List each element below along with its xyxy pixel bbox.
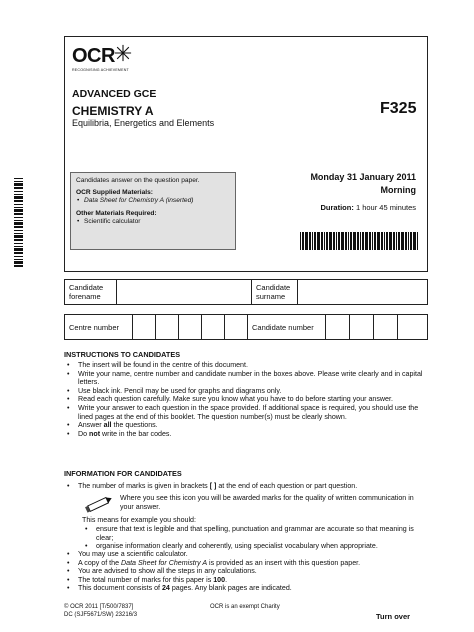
barcode-bar bbox=[336, 232, 337, 250]
barcode-bar bbox=[14, 233, 23, 234]
barcode-bar bbox=[353, 232, 356, 250]
surname-field[interactable] bbox=[298, 280, 427, 304]
other-heading: Other Materials Required: bbox=[76, 209, 157, 217]
barcode-bar bbox=[417, 232, 418, 250]
answer-note: Candidates answer on the question paper. bbox=[76, 177, 200, 184]
forename-label: Candidate forename bbox=[65, 280, 117, 304]
logo-brand: OCR bbox=[72, 45, 115, 67]
barcode-bar bbox=[14, 235, 23, 238]
barcode-bar bbox=[360, 232, 361, 250]
information-list bbox=[64, 482, 424, 491]
barcode-bar bbox=[14, 220, 23, 221]
barcode-bar bbox=[14, 265, 23, 267]
barcode-bar bbox=[348, 232, 349, 250]
side-barcode bbox=[14, 178, 26, 268]
instruction-item: • Write your name, centre number and candidate number in the boxes above. Please write clearly and in capital letters. bbox=[64, 370, 424, 387]
barcode-bar bbox=[393, 232, 395, 250]
barcode-bar bbox=[396, 232, 397, 250]
supplied-item: • Data Sheet for Chemistry A (inserted) bbox=[76, 197, 230, 205]
barcode-bar bbox=[14, 230, 23, 231]
barcode-bar bbox=[302, 232, 304, 250]
information-item: • The total number of marks for this paper is 100. bbox=[64, 576, 424, 585]
barcode-bar bbox=[14, 217, 23, 218]
barcode-bar bbox=[14, 261, 23, 264]
paper-code: F325 bbox=[380, 100, 417, 117]
centre-digit-box[interactable] bbox=[225, 315, 248, 339]
barcode-bar bbox=[321, 232, 323, 250]
document-ref: DC (SJF5671/SW) 23216/3 bbox=[64, 612, 138, 618]
pencil-icon bbox=[82, 494, 116, 514]
barcode-bar bbox=[14, 246, 23, 247]
barcode-bar bbox=[369, 232, 371, 250]
barcode-bar bbox=[14, 252, 23, 254]
barcode-bar bbox=[326, 232, 328, 250]
barcode-bar bbox=[413, 232, 416, 250]
barcode-bar bbox=[14, 204, 23, 205]
barcode-bar bbox=[389, 232, 392, 250]
barcode-bar bbox=[365, 232, 368, 250]
information-item: • You may use a scientific calculator. bbox=[64, 550, 424, 559]
other-item: • Scientific calculator bbox=[76, 218, 230, 226]
instructions-list bbox=[64, 361, 424, 438]
unit-title: Equilibria, Energetics and Elements bbox=[72, 118, 215, 128]
barcode-bar bbox=[14, 248, 23, 251]
candidate-number-label: Candidate number bbox=[248, 315, 326, 339]
surname-label: Candidate surname bbox=[252, 280, 298, 304]
barcode-bar bbox=[312, 232, 313, 250]
means-item: • organise information clearly and coherently, using specialist vocabulary when appropriate. bbox=[82, 542, 422, 551]
barcode-bar bbox=[14, 200, 23, 202]
logo-tagline: RECOGNISING ACHIEVEMENT bbox=[72, 68, 129, 72]
centre-number-row bbox=[64, 314, 428, 340]
candidate-digit-box[interactable] bbox=[374, 315, 398, 339]
barcode-bar bbox=[14, 256, 23, 257]
instruction-item: • The insert will be found in the centre of this document. bbox=[64, 361, 424, 370]
barcode-bar bbox=[14, 226, 23, 228]
barcode-bar bbox=[14, 213, 23, 215]
barcode-bar bbox=[386, 232, 388, 250]
instructions-heading: INSTRUCTIONS TO CANDIDATES bbox=[64, 350, 181, 359]
qwc-note: Where you see this icon you will be awarded marks for the quality of written communication in your answer. bbox=[120, 494, 414, 511]
barcode-bar bbox=[345, 232, 347, 250]
barcode-bar bbox=[410, 232, 412, 250]
barcode-bar bbox=[329, 232, 332, 250]
logo-star-icon bbox=[114, 44, 132, 62]
barcode-bar bbox=[381, 232, 383, 250]
subject-title: CHEMISTRY A bbox=[72, 104, 154, 118]
barcode-bar bbox=[14, 194, 23, 195]
barcode-bar bbox=[362, 232, 364, 250]
barcode-bar bbox=[14, 239, 23, 241]
instruction-item: • Read each question carefully. Make sure you know what you have to do before starting your answer. bbox=[64, 395, 424, 404]
means-intro: This means for example you should: bbox=[82, 516, 196, 524]
instruction-item: • Answer all the questions. bbox=[64, 421, 424, 430]
centre-digit-box[interactable] bbox=[156, 315, 179, 339]
turn-over: Turn over bbox=[376, 612, 411, 621]
barcode-bar bbox=[300, 232, 301, 250]
centre-digit-box[interactable] bbox=[133, 315, 156, 339]
barcode-bar bbox=[341, 232, 344, 250]
duration-label: Duration: bbox=[320, 203, 354, 212]
means-item: • ensure that text is legible and that spelling, punctuation and grammar are accurate so that meaning is clear; bbox=[82, 525, 422, 542]
centre-digit-box[interactable] bbox=[179, 315, 202, 339]
barcode-bar bbox=[333, 232, 335, 250]
barcode-bar bbox=[14, 259, 23, 260]
barcode-bar bbox=[14, 196, 23, 199]
information-item: • You are advised to show all the steps in any calculations. bbox=[64, 567, 424, 576]
barcode-bar bbox=[309, 232, 311, 250]
information-heading: INFORMATION FOR CANDIDATES bbox=[64, 469, 182, 478]
materials-box bbox=[70, 172, 236, 250]
means-list bbox=[82, 525, 422, 551]
barcode-bar bbox=[401, 232, 404, 250]
instruction-item: • Use black ink. Pencil may be used for graphs and diagrams only. bbox=[64, 387, 424, 396]
barcode-bar bbox=[14, 222, 23, 225]
copyright: © OCR 2011 [T/500/7837] bbox=[64, 604, 134, 610]
barcode-bar bbox=[405, 232, 407, 250]
barcode-bar bbox=[372, 232, 373, 250]
centre-label: Centre number bbox=[65, 315, 133, 339]
candidate-digit-box[interactable] bbox=[350, 315, 374, 339]
candidate-digit-box[interactable] bbox=[326, 315, 350, 339]
supplied-heading: OCR Supplied Materials: bbox=[76, 189, 153, 197]
information-item: • This document consists of 24 pages. Any blank pages are indicated. bbox=[64, 584, 424, 593]
centre-digit-box[interactable] bbox=[202, 315, 225, 339]
qualification: ADVANCED GCE bbox=[72, 88, 157, 100]
forename-field[interactable] bbox=[117, 280, 252, 304]
candidate-name-row bbox=[64, 279, 428, 305]
barcode-bar bbox=[14, 243, 23, 244]
barcode-bar bbox=[14, 178, 23, 179]
barcode-bar bbox=[14, 183, 23, 186]
barcode-bar bbox=[398, 232, 400, 250]
information-item: • A copy of the Data Sheet for Chemistry A is provided as an insert with this question paper. bbox=[64, 559, 424, 568]
charity-note: OCR is an exempt Charity bbox=[210, 604, 280, 610]
barcode-bar bbox=[408, 232, 409, 250]
barcode-bar bbox=[14, 187, 23, 189]
barcode-bar bbox=[350, 232, 352, 250]
duration-value: 1 hour 45 minutes bbox=[355, 203, 416, 212]
exam-session: Morning bbox=[380, 185, 416, 195]
barcode-bar bbox=[384, 232, 385, 250]
instruction-item: • Do not write in the bar codes. bbox=[64, 430, 424, 439]
barcode-bar bbox=[338, 232, 340, 250]
barcode-bar bbox=[14, 207, 23, 208]
barcode-bar bbox=[377, 232, 380, 250]
candidate-digit-box[interactable] bbox=[398, 315, 427, 339]
barcode-bar bbox=[324, 232, 325, 250]
barcode-bar bbox=[374, 232, 376, 250]
information-item: • The number of marks is given in brackets [ ] at the end of each question or part question. bbox=[64, 482, 424, 491]
instruction-item: • Write your answer to each question in the space provided. If additional space is required, you should use the lined pages at the end of this booklet. The question number(s) must be clearly shown. bbox=[64, 404, 424, 421]
exam-date: Monday 31 January 2011 bbox=[310, 172, 416, 182]
barcode-bar bbox=[305, 232, 308, 250]
barcode-bar bbox=[357, 232, 359, 250]
barcode-bar bbox=[317, 232, 320, 250]
barcode-bar bbox=[14, 181, 23, 182]
barcode-bar bbox=[314, 232, 316, 250]
barcode-bar bbox=[14, 191, 23, 192]
barcode-bar bbox=[14, 209, 23, 212]
duration bbox=[321, 203, 416, 212]
barcode bbox=[300, 232, 418, 254]
information-list-2 bbox=[64, 550, 424, 593]
